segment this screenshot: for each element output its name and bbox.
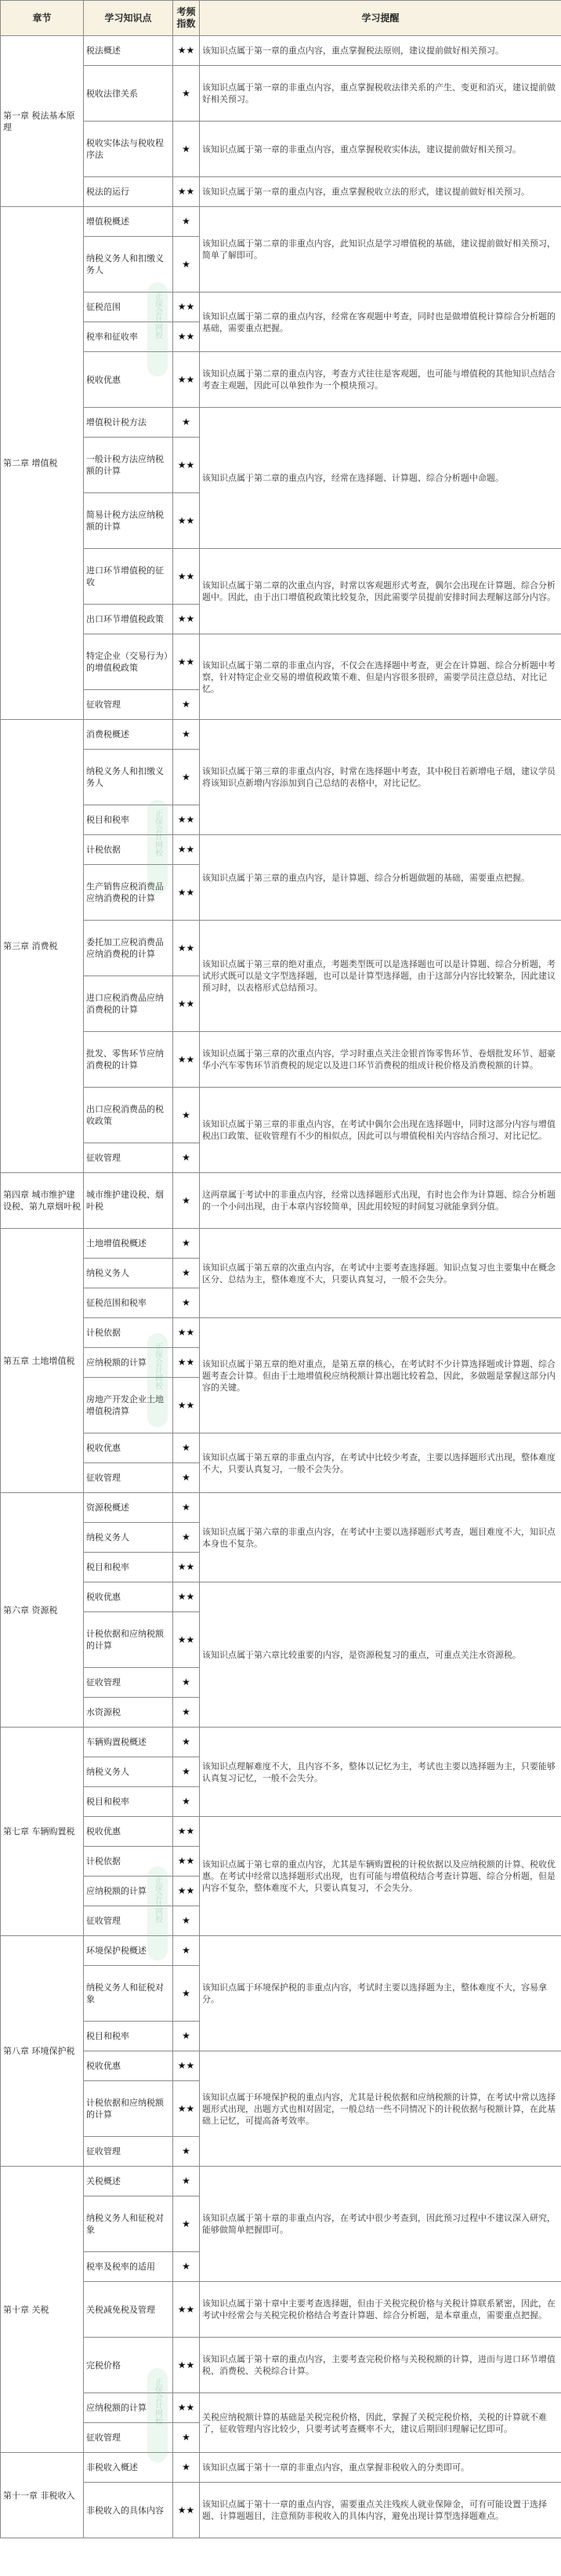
point-cell: 增值税计税方法 [84, 408, 173, 438]
point-cell: 城市维护建设税、烟叶税 [84, 1173, 173, 1229]
point-cell: 税目和税率 [84, 1787, 173, 1817]
point-cell: 纳税义务人和扣缴义务人 [84, 750, 173, 805]
table-row [1, 2393, 561, 2423]
tip-cell: 该知识点属于第二章的重点内容，考查方式往往是客观题，也可能与增值税的其他知识点结合考查主观题，因此可以单独作为一个模块预习。 [200, 352, 561, 408]
tip-cell: 该知识点属于环境保护税的重点内容，尤其是计税依据和应纳税额的计算，在考试中常以选择题形式出现，出题方式也相对固定，一般总结一些不同情况下的计税依据与税额计算，在此基础上记忆，可提高备考效率。 [200, 2051, 561, 2167]
point-cell: 非税收入的具体内容 [84, 2483, 173, 2538]
table-row [1, 2051, 561, 2081]
chapter-cell: 第三章 消费税 [1, 720, 84, 1173]
point-cell: 进口应税消费品应纳消费税的计算 [84, 976, 173, 1032]
point-cell: 计税依据 [84, 1318, 173, 1348]
star-cell: ★ [173, 1906, 200, 1936]
star-cell: ★★ [173, 1847, 200, 1877]
point-cell: 出口应税消费品的税收政策 [84, 1088, 173, 1143]
point-cell: 纳税义务人 [84, 1523, 173, 1553]
table-row [1, 1433, 561, 1463]
table-row [1, 292, 561, 322]
star-cell: ★ [173, 122, 200, 177]
point-cell: 税率及税率的适用 [84, 2252, 173, 2282]
star-cell: ★★ [173, 865, 200, 921]
tip-cell: 这两章属于考试中的非重点内容，经常以选择题形式出现，有时也会作为计算题、综合分析题的一个小问出现，由于本章内容较简单，因此用较短的时间复习就能拿到分值。 [200, 1173, 561, 1229]
star-cell: ★★ [173, 1612, 200, 1668]
point-cell: 环境保护税概述 [84, 1936, 173, 1966]
tip-cell: 该知识点属于第二章的重点内容，经常在客观题中考查，同时也是做增值税计算综合分析题的基础，需要重点把握。 [200, 292, 561, 352]
tip-cell: 该知识点属于第三章的绝对重点，考题类型既可以是选择题也可以是计算题、综合分析题，考试形式既可以是文字型选择题，也可以是计算型选择题，由于这部分内容比较繁杂，因此建议预习时，以表格形式总结预习。 [200, 921, 561, 1032]
table-row [1, 408, 561, 438]
star-cell: ★★ [173, 605, 200, 634]
tip-cell: 该知识点属于第二章的重点内容，经常在选择题、计算题、综合分析题中命题。 [200, 408, 561, 549]
watermark [147, 2368, 168, 2462]
star-cell: ★ [173, 1463, 200, 1493]
watermark-text: 正保会计网校 [153, 2378, 162, 2425]
star-cell: ★ [173, 1433, 200, 1463]
tip-cell: 该知识点属于第五章的次重点内容，在考试中主要考查选择题。知识点复习也主要集中在概念区分、总结为主，整体难度不大，只要认真复习，一般不会失分。 [200, 1229, 561, 1318]
star-cell: ★★ [173, 2081, 200, 2137]
point-cell: 征税范围 [84, 292, 173, 322]
tip-cell: 该知识点理解难度不大，且内容不多，整体以记忆为主，考试也主要以选择题为主，只要能够认真复习记忆，一般不会失分。 [200, 1728, 561, 1817]
point-cell: 税收法律关系 [84, 66, 173, 122]
star-cell: ★ [173, 2196, 200, 2252]
star-cell: ★ [173, 750, 200, 805]
tip-cell: 该知识点属于第三章的重点内容，是计算题、综合分析题做题的基础，需要重点把握。 [200, 835, 561, 921]
point-cell: 房地产开发企业土地增值税清算 [84, 1378, 173, 1433]
point-cell: 纳税义务人和扣缴义务人 [84, 237, 173, 292]
watermark [147, 282, 168, 376]
table-row [1, 549, 561, 605]
table-row [1, 36, 561, 66]
point-cell: 关税概述 [84, 2167, 173, 2196]
watermark [147, 1866, 168, 1960]
tip-cell: 该知识点属于第五章的非重点内容，在考试中比较少考查，主要以选择题形式出现，整体难度不大，只要认真复习，一般不会失分。 [200, 1433, 561, 1493]
table-row [1, 720, 561, 750]
table-row [1, 2483, 561, 2538]
watermark-text: 正保会计网校 [153, 809, 162, 856]
star-cell: ★★ [173, 322, 200, 352]
point-cell: 计税依据和应纳税额的计算 [84, 1612, 173, 1668]
table-row [1, 1582, 561, 1612]
star-cell: ★★ [173, 1348, 200, 1378]
point-cell: 征收管理 [84, 690, 173, 720]
point-cell: 征收管理 [84, 2137, 173, 2167]
point-cell: 计税依据 [84, 835, 173, 865]
star-cell: ★ [173, 1523, 200, 1553]
star-cell: ★★ [173, 2282, 200, 2338]
point-cell: 纳税义务人 [84, 1259, 173, 1288]
point-cell: 批发、零售环节应纳消费税的计算 [84, 1032, 173, 1088]
chapter-cell: 第二章 增值税 [1, 207, 84, 720]
header-star: 考频指数 [173, 1, 200, 36]
point-cell: 税目和税率 [84, 1553, 173, 1582]
point-cell: 税收优惠 [84, 1433, 173, 1463]
chapter-cell: 第七章 车辆购置税 [1, 1728, 84, 1936]
table-row [1, 66, 561, 122]
table-row [1, 1229, 561, 1259]
chapter-cell: 第六章 资源税 [1, 1493, 84, 1728]
star-cell: ★★ [173, 352, 200, 408]
star-cell: ★ [173, 1936, 200, 1966]
point-cell: 进口环节增值税的征收 [84, 549, 173, 605]
table-row [1, 1032, 561, 1088]
point-cell: 纳税义务人 [84, 1757, 173, 1787]
chapter-cell: 第一章 税法基本原理 [1, 36, 84, 207]
star-cell: ★ [173, 1728, 200, 1757]
star-cell: ★★ [173, 549, 200, 605]
table-row [1, 1936, 561, 1966]
star-cell: ★ [173, 408, 200, 438]
point-cell: 税收优惠 [84, 1817, 173, 1847]
point-cell: 征收管理 [84, 1143, 173, 1173]
point-cell: 非税收入概述 [84, 2453, 173, 2483]
star-cell: ★★ [173, 1378, 200, 1433]
header-tip: 学习提醒 [200, 1, 561, 36]
star-cell: ★★ [173, 292, 200, 322]
star-cell: ★★ [173, 921, 200, 976]
tip-cell: 该知识点属于第二章的非重点内容，不仅会在选择题中考查，更会在计算题、综合分析题中考察，针对特定企业交易的增值税政策不难、但是内容很多很碎，需要学员注意总结、对比记忆。 [200, 634, 561, 720]
point-cell: 税目和税率 [84, 2022, 173, 2051]
point-cell: 出口环节增值税政策 [84, 605, 173, 634]
point-cell: 税率和征收率 [84, 322, 173, 352]
point-cell: 水资源税 [84, 1698, 173, 1728]
tip-cell: 该知识点属于第一章的重点内容，重点掌握税法原则，建议提前做好相关预习。 [200, 36, 561, 66]
star-cell: ★ [173, 2167, 200, 2196]
chapter-cell: 第十章 关税 [1, 2167, 84, 2453]
table-row [1, 2338, 561, 2393]
point-cell: 税收优惠 [84, 1582, 173, 1612]
star-cell: ★ [173, 1493, 200, 1523]
star-cell: ★★ [173, 1032, 200, 1088]
point-cell: 生产销售应税消费品应纳消费税的计算 [84, 865, 173, 921]
star-cell: ★★ [173, 438, 200, 493]
table-row [1, 1088, 561, 1143]
chapter-cell: 第四章 城市维护建设税、第九章烟叶税 [1, 1173, 84, 1229]
tip-cell: 该知识点属于第二章的非重点内容，此知识点是学习增值税的基础，建议提前做好相关预习，简单了解即可。 [200, 207, 561, 292]
star-cell: ★ [173, 2137, 200, 2167]
star-cell: ★ [173, 1787, 200, 1817]
tip-cell: 该知识点属于第三章的非重点内容，时常在选择题中考查，其中税目若新增电子烟，建议学员将该知识点新增内容添加到自己总结的表格中，对比记忆。 [200, 720, 561, 835]
watermark [147, 800, 168, 894]
table-row [1, 352, 561, 408]
tip-cell: 该知识点属于第二章的次重点内容，时常以客观题形式考查，偶尔会出现在计算题、综合分析题中。因此，由于出口增值税政策比较复杂，因此需要学员提前安排时间去理解这部分内容。 [200, 549, 561, 634]
point-cell: 税收实体法与税收程序法 [84, 122, 173, 177]
point-cell: 完税价格 [84, 2338, 173, 2393]
tip-cell: 该知识点属于第五章的绝对重点，是第五章的核心，在考试时不少计算选择题或计算题、综合题考查会计算。但由于土地增值税应纳税额计算出题比较着急，因此，多做题是掌握这部分内容的关键。 [200, 1318, 561, 1433]
watermark-text: 正保会计网校 [153, 1342, 162, 1390]
watermark-text: 正保会计网校 [153, 292, 162, 339]
star-cell: ★ [173, 1288, 200, 1318]
chapter-cell: 第五章 土地增值税 [1, 1229, 84, 1493]
star-cell: ★★ [173, 1877, 200, 1906]
table-row [1, 122, 561, 177]
tip-cell: 该知识点属于第十章中主要考查选择题，但由于关税完税价格与关税计算联系紧密，因此，在考试中经常会与关税完税价格结合考查计算题、综合分析题，是本章重点，需要重点把握。 [200, 2282, 561, 2338]
table-header-row [1, 1, 561, 36]
point-cell: 应纳税额的计算 [84, 1877, 173, 1906]
header-chapter: 章节 [1, 1, 84, 36]
star-cell: ★ [173, 1173, 200, 1229]
point-cell: 土地增值税概述 [84, 1229, 173, 1259]
point-cell: 计税依据和应纳税额的计算 [84, 2081, 173, 2137]
chapter-cell: 第十一章 非税收入 [1, 2453, 84, 2538]
star-cell: ★ [173, 2423, 200, 2453]
star-cell: ★★ [173, 634, 200, 690]
chapter-cell: 第八章 环境保护税 [1, 1936, 84, 2167]
table-row [1, 207, 561, 237]
star-cell: ★★ [173, 1582, 200, 1612]
point-cell: 征收管理 [84, 1906, 173, 1936]
star-cell: ★ [173, 720, 200, 750]
star-cell: ★★ [173, 805, 200, 835]
point-cell: 税法的运行 [84, 177, 173, 207]
table-row [1, 2282, 561, 2338]
table-row [1, 634, 561, 690]
star-cell: ★ [173, 2252, 200, 2282]
star-cell: ★ [173, 237, 200, 292]
table-body [1, 36, 561, 2538]
tip-cell: 该知识点属于第三章的次重点内容，学习时重点关注金银首饰零售环节、卷烟批发环节、超豪华小汽车零售环节消费税的规定以及进口环节消费税的组成计税价格及消费税额的计算。 [200, 1032, 561, 1088]
star-cell: ★ [173, 1143, 200, 1173]
point-cell: 税法概述 [84, 36, 173, 66]
point-cell: 简易计税方法应纳税额的计算 [84, 493, 173, 549]
tip-cell: 该知识点属于第七章的重点内容，尤其是车辆购置税的计税依据以及应纳税额的计算、税收优惠。在考试中经常以选择题形式出现，也有可能与增值税结合考查计算题、综合分析题，但是内容不复杂，整体难度不大，只要认真复习，不会失分。 [200, 1817, 561, 1936]
tip-cell: 该知识点属于第十章的非重点内容，在考试中很少考查到，因此预习过程中不建议深入研究，能够做简单把握即可。 [200, 2167, 561, 2282]
table-row [1, 1493, 561, 1523]
point-cell: 应纳税额的计算 [84, 1348, 173, 1378]
point-cell: 税收优惠 [84, 2051, 173, 2081]
star-cell: ★★ [173, 493, 200, 549]
tip-cell: 该知识点属于第三章的非重点内容，在考试中偶尔会出现在选择题中，同时这部分内容与增值税出口政策、征收管理有不少的相似点，因此可以与增值税相关内容结合预习、对比记忆。 [200, 1088, 561, 1173]
table-row [1, 2167, 561, 2196]
star-cell: ★★ [173, 1553, 200, 1582]
star-cell: ★ [173, 1966, 200, 2022]
tip-cell: 该知识点属于第六章比较重要的内容，是资源税复习的重点，可重点关注水资源税。 [200, 1582, 561, 1728]
star-cell: ★ [173, 1229, 200, 1259]
point-cell: 纳税义务人和征税对象 [84, 1966, 173, 2022]
star-cell: ★★ [173, 36, 200, 66]
table-row [1, 1173, 561, 1229]
star-cell: ★★ [173, 2051, 200, 2081]
point-cell: 征收管理 [84, 1668, 173, 1698]
star-cell: ★ [173, 207, 200, 237]
point-cell: 资源税概述 [84, 1493, 173, 1523]
star-cell: ★ [173, 1668, 200, 1698]
star-cell: ★ [173, 1259, 200, 1288]
point-cell: 车辆购置税概述 [84, 1728, 173, 1757]
point-cell: 纳税义务人和征税对象 [84, 2196, 173, 2252]
point-cell: 消费税概述 [84, 720, 173, 750]
star-cell: ★★ [173, 835, 200, 865]
point-cell: 应纳税额的计算 [84, 2393, 173, 2423]
point-cell: 一般计税方法应纳税额的计算 [84, 438, 173, 493]
point-cell: 关税减免税及管理 [84, 2282, 173, 2338]
star-cell: ★★ [173, 1817, 200, 1847]
tip-cell: 该知识点属于第十一章的非重点内容，重点掌握非税收入的分类即可。 [200, 2453, 561, 2483]
point-cell: 征收管理 [84, 1463, 173, 1493]
star-cell: ★★ [173, 2483, 200, 2538]
point-cell: 特定企业（交易行为）的增值税政策 [84, 634, 173, 690]
point-cell: 税收优惠 [84, 352, 173, 408]
star-cell: ★★ [173, 2393, 200, 2423]
point-cell: 增值税概述 [84, 207, 173, 237]
header-point: 学习知识点 [84, 1, 173, 36]
point-cell: 征税范围和税率 [84, 1288, 173, 1318]
star-cell: ★ [173, 2022, 200, 2051]
table-row [1, 177, 561, 207]
table-row [1, 835, 561, 865]
star-cell: ★★ [173, 2338, 200, 2393]
point-cell: 委托加工应税消费品应纳消费税的计算 [84, 921, 173, 976]
tip-cell: 关税应纳税额计算的基础是关税完税价格，因此，掌握了关税完税价格，关税的计算就不难了，征收管理内容比较少，只要考试考查概率不大，建议后期回归理解记忆即可。 [200, 2393, 561, 2453]
point-cell: 税目和税率 [84, 805, 173, 835]
tip-cell: 该知识点属于第十章的重点内容，主要考查完税价格与关税税额的计算，进而与进口环节增值税、消费税、关税综合计算。 [200, 2338, 561, 2393]
tip-cell: 该知识点属于第十一章的重点内容，需要重点关注残疾人就业保障金，可有可能设置于选择题、计算题题目，注意预防非税收入的具体内容，避免出现计算型选择题难点。 [200, 2483, 561, 2538]
star-cell: ★ [173, 66, 200, 122]
tip-cell: 该知识点属于第一章的重点内容，重点掌握税收立法的形式，建议提前做好相关预习。 [200, 177, 561, 207]
point-cell: 计税依据 [84, 1847, 173, 1877]
tip-cell: 该知识点属于第一章的非重点内容，重点掌握税收实体法，建议提前做好相关预习。 [200, 122, 561, 177]
tip-cell: 该知识点属于第六章的非重点内容，在考试中主要以选择题形式考查，题目难度不大，知识点本身也不复杂。 [200, 1493, 561, 1582]
tip-cell: 该知识点属于第一章的非重点内容，重点掌握税收法律关系的产生、变更和消灭，建议提前做好相关预习。 [200, 66, 561, 122]
table-row [1, 2453, 561, 2483]
table-row [1, 1728, 561, 1757]
point-cell: 征收管理 [84, 2423, 173, 2453]
star-cell: ★ [173, 690, 200, 720]
star-cell: ★ [173, 1698, 200, 1728]
star-cell: ★★ [173, 1318, 200, 1348]
watermark [147, 1333, 168, 1427]
star-cell: ★ [173, 1088, 200, 1143]
star-cell: ★★ [173, 976, 200, 1032]
table-row [1, 1318, 561, 1348]
table-row [1, 1817, 561, 1847]
star-cell: ★ [173, 2453, 200, 2483]
star-cell: ★★ [173, 177, 200, 207]
tip-cell: 该知识点属于环境保护税的非重点内容，考试时主要以选择题为主，整体难度不大，容易拿分。 [200, 1936, 561, 2051]
watermark-text: 正保会计网校 [153, 1876, 162, 1923]
table-row [1, 921, 561, 976]
star-cell: ★ [173, 1757, 200, 1787]
